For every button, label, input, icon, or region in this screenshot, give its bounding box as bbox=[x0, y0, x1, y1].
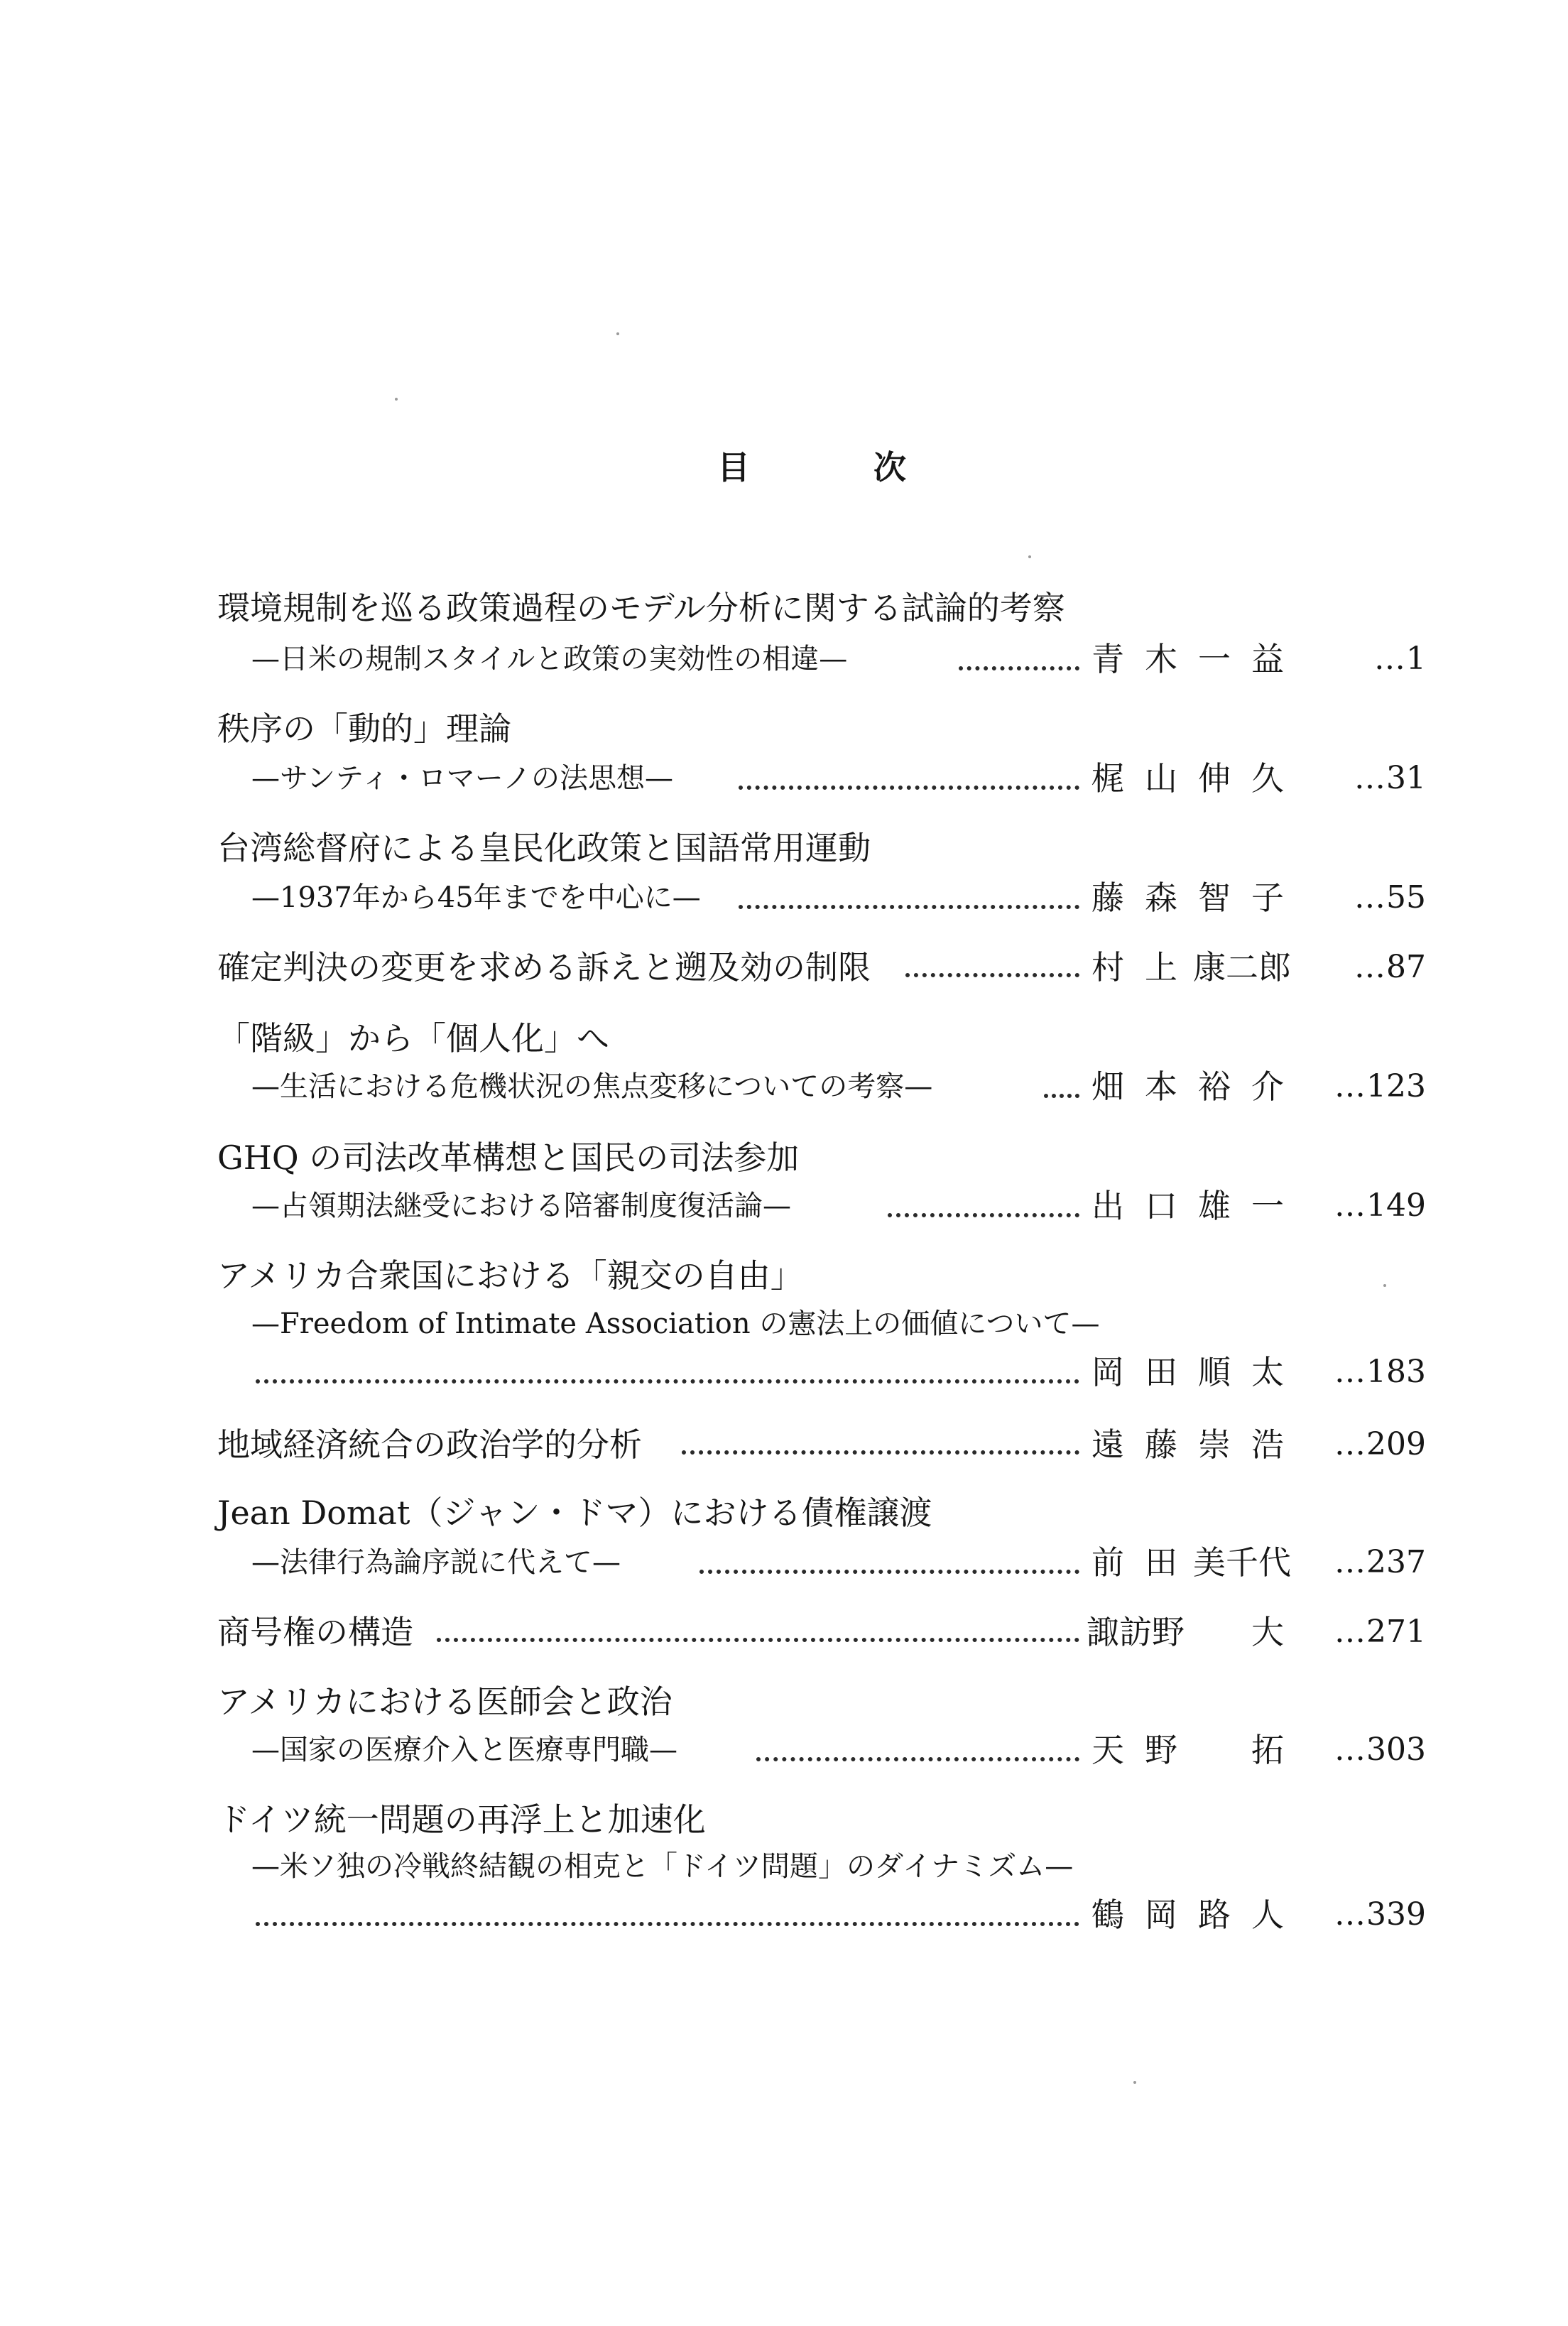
author-char: 梶 bbox=[1091, 759, 1124, 798]
author-char: 路 bbox=[1198, 1896, 1231, 1934]
entry-title: GHQ の司法改革構想と国民の司法参加 bbox=[217, 1138, 800, 1177]
author-char: 山 bbox=[1145, 759, 1177, 798]
toc-entry-line bbox=[0, 1423, 1568, 1466]
toc-entry-line bbox=[0, 1730, 1568, 1770]
author-char: 口 bbox=[1145, 1187, 1177, 1225]
author-char: 伸 bbox=[1198, 759, 1231, 798]
entry-author bbox=[1087, 946, 1292, 989]
leader-dots bbox=[959, 666, 1079, 670]
author-char: 藤 bbox=[1145, 1425, 1177, 1464]
entry-title: 「階級」から「個人化」へ bbox=[217, 1019, 609, 1058]
author-char: 鶴 bbox=[1091, 1896, 1124, 1934]
entry-title: アメリカにおける医師会と政治 bbox=[217, 1683, 673, 1721]
author-char: 青 bbox=[1091, 640, 1124, 678]
scan-speck bbox=[395, 398, 398, 401]
author-char: 裕 bbox=[1198, 1067, 1231, 1106]
toc-entry-line bbox=[0, 1067, 1568, 1107]
entry-subtitle: —法律行為論序説に代えて— bbox=[251, 1546, 621, 1579]
author-char: 木 bbox=[1145, 640, 1177, 678]
author-char: 太 bbox=[1251, 1353, 1284, 1391]
entry-subtitle: —Freedom of Intimate Association の憲法上の価値について— bbox=[251, 1308, 1100, 1340]
entry-author bbox=[1087, 878, 1292, 920]
author-char: 浩 bbox=[1251, 1425, 1284, 1464]
author-char: 上 bbox=[1145, 948, 1177, 987]
toc-entry-line bbox=[0, 1186, 1568, 1226]
entry-page-number: …237 bbox=[1334, 1544, 1426, 1580]
scan-speck bbox=[1383, 1284, 1386, 1287]
author-char: 介 bbox=[1251, 1067, 1284, 1106]
scan-speck bbox=[1133, 2081, 1136, 2084]
author-char: 田 bbox=[1145, 1353, 1177, 1391]
entry-page-number: …1 bbox=[1374, 641, 1426, 677]
entry-author bbox=[1087, 759, 1292, 801]
entry-author bbox=[1087, 639, 1292, 682]
leader-dots bbox=[1044, 1094, 1079, 1098]
leader-dots bbox=[682, 1450, 1079, 1455]
author-char: 人 bbox=[1251, 1896, 1284, 1934]
entry-subtitle: —サンティ・ロマーノの法思想— bbox=[251, 762, 673, 795]
entry-page-number: …209 bbox=[1334, 1426, 1426, 1462]
entry-subtitle: —国家の医療介入と医療専門職— bbox=[251, 1734, 677, 1766]
toc-entry-line bbox=[0, 1611, 1568, 1653]
toc-entry-line bbox=[0, 759, 1568, 798]
leader-dots bbox=[256, 1922, 1079, 1926]
entry-subtitle: —生活における危機状況の焦点変移についての考察— bbox=[251, 1070, 933, 1103]
entry-page-number: …183 bbox=[1334, 1354, 1426, 1390]
leader-dots bbox=[756, 1757, 1079, 1761]
author-char: 岡 bbox=[1091, 1353, 1124, 1391]
author-char: 諏訪野 bbox=[1087, 1613, 1185, 1651]
author-char: 岡 bbox=[1145, 1896, 1177, 1934]
entry-title: 確定判決の変更を求める訴えと遡及効の制限 bbox=[217, 948, 871, 987]
entry-page-number: …87 bbox=[1354, 949, 1426, 985]
toc-entry-line bbox=[0, 1352, 1568, 1392]
author-char: 一 bbox=[1251, 1187, 1284, 1225]
entry-subtitle: —1937年から45年までを中心に— bbox=[251, 881, 701, 914]
entry-author bbox=[1087, 1067, 1292, 1109]
author-char: 子 bbox=[1251, 879, 1284, 917]
toc-entry-subtitle-line bbox=[0, 1304, 1568, 1344]
entry-title: 地域経済統合の政治学的分析 bbox=[217, 1425, 642, 1464]
author-char: 崇 bbox=[1198, 1425, 1231, 1464]
author-char: 一 bbox=[1198, 640, 1231, 678]
entry-author bbox=[1087, 1186, 1292, 1229]
toc-entry-line bbox=[0, 639, 1568, 679]
toc-entry-subtitle-line bbox=[0, 1847, 1568, 1886]
entry-subtitle: —米ソ独の冷戦終結観の相克と「ドイツ問題」のダイナミズム— bbox=[251, 1850, 1074, 1883]
toc-entry-line bbox=[0, 1895, 1568, 1935]
entry-author bbox=[1087, 1611, 1292, 1653]
entry-author bbox=[1087, 1423, 1292, 1466]
entry-page-number: …339 bbox=[1334, 1896, 1426, 1933]
entry-author bbox=[1087, 1730, 1292, 1773]
entry-title: 環境規制を巡る政策過程のモデル分析に関する試論的考察 bbox=[217, 589, 1065, 627]
entry-title: 秩序の「動的」理論 bbox=[217, 710, 511, 748]
author-char: 益 bbox=[1251, 640, 1284, 678]
author-char: 康二郎 bbox=[1193, 948, 1291, 987]
author-char: 天 bbox=[1091, 1731, 1124, 1769]
leader-dots bbox=[888, 1213, 1079, 1217]
toc-entry-line bbox=[0, 946, 1568, 989]
author-char: 大 bbox=[1251, 1613, 1284, 1651]
author-char: 美千代 bbox=[1193, 1543, 1291, 1582]
toc-entry-line bbox=[0, 1543, 1568, 1582]
entry-subtitle: —占領期法継受における陪審制度復活論— bbox=[251, 1190, 791, 1222]
entry-page-number: …271 bbox=[1334, 1614, 1426, 1650]
author-char: 野 bbox=[1145, 1731, 1177, 1769]
author-char: 田 bbox=[1145, 1543, 1177, 1582]
author-char: 森 bbox=[1145, 879, 1177, 917]
author-char: 雄 bbox=[1198, 1187, 1231, 1225]
author-char: 畑 bbox=[1091, 1067, 1124, 1106]
toc-entry-line bbox=[0, 878, 1568, 918]
leader-dots bbox=[699, 1570, 1079, 1574]
leader-dots bbox=[905, 973, 1079, 977]
author-char: 出 bbox=[1091, 1187, 1124, 1225]
page-title-char: 目 bbox=[717, 448, 751, 487]
author-char: 智 bbox=[1198, 879, 1231, 917]
entry-title: Jean Domat（ジャン・ドマ）における債権譲渡 bbox=[217, 1494, 932, 1532]
entry-title: アメリカ合衆国における「親交の自由」 bbox=[217, 1256, 803, 1295]
entry-author bbox=[1087, 1543, 1292, 1585]
entry-title: 台湾総督府による皇民化政策と国語常用運動 bbox=[217, 829, 871, 867]
scan-speck bbox=[616, 332, 619, 335]
entry-page-number: …31 bbox=[1354, 760, 1426, 796]
entry-page-number: …55 bbox=[1354, 879, 1426, 915]
entry-page-number: …149 bbox=[1334, 1188, 1426, 1224]
entry-title: 商号権の構造 bbox=[217, 1613, 413, 1651]
entry-author bbox=[1087, 1352, 1292, 1395]
entry-page-number: …123 bbox=[1334, 1068, 1426, 1104]
entry-author bbox=[1087, 1895, 1292, 1938]
author-char: 久 bbox=[1251, 759, 1284, 798]
author-char: 本 bbox=[1145, 1067, 1177, 1106]
author-char: 村 bbox=[1091, 948, 1124, 987]
author-char: 前 bbox=[1091, 1543, 1124, 1582]
entry-subtitle: —日米の規制スタイルと政策の実効性の相違— bbox=[251, 643, 848, 675]
entry-title: ドイツ統一問題の再浮上と加速化 bbox=[217, 1800, 706, 1839]
scan-speck bbox=[1028, 555, 1031, 558]
leader-dots bbox=[256, 1379, 1079, 1384]
author-char: 遠 bbox=[1091, 1425, 1124, 1464]
author-char: 順 bbox=[1198, 1353, 1231, 1391]
entry-page-number: …303 bbox=[1334, 1732, 1426, 1768]
leader-dots bbox=[739, 786, 1079, 790]
author-char: 拓 bbox=[1251, 1731, 1284, 1769]
leader-dots bbox=[437, 1638, 1079, 1642]
leader-dots bbox=[739, 905, 1079, 909]
page-title-char: 次 bbox=[873, 448, 908, 487]
author-char: 藤 bbox=[1091, 879, 1124, 917]
